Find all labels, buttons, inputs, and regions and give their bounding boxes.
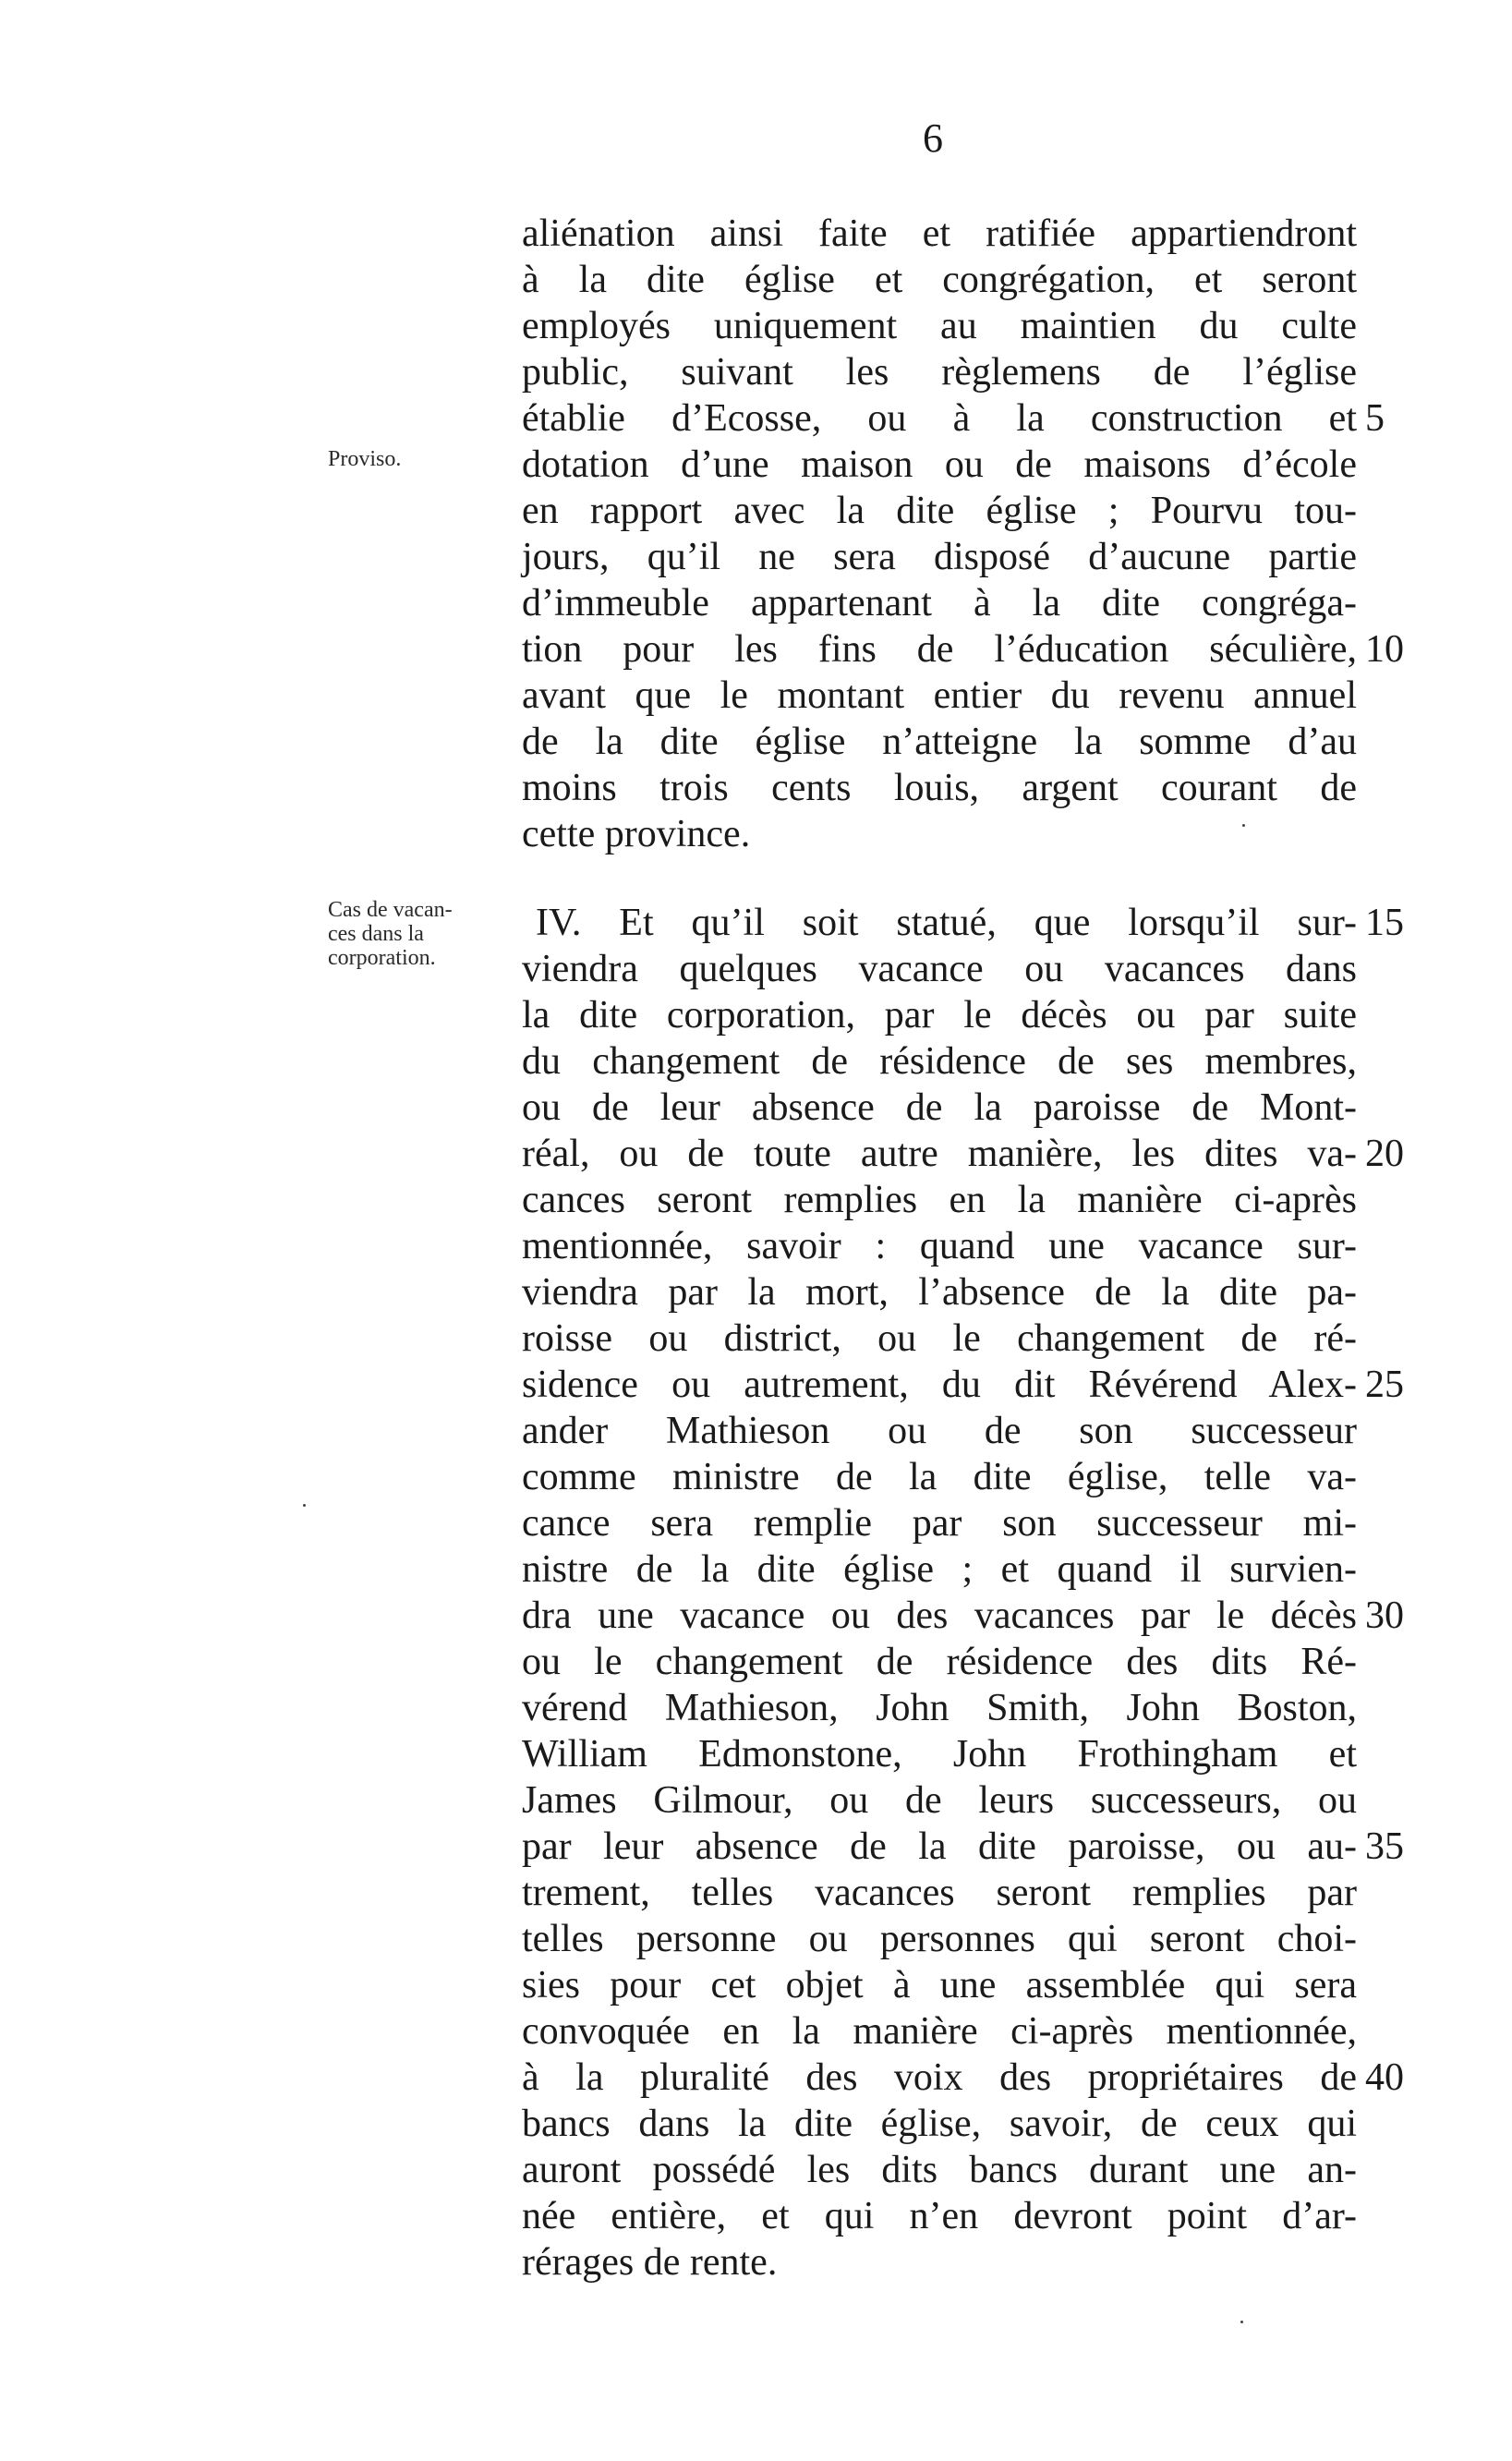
ink-speck <box>1242 824 1245 827</box>
text-line: par leur absence de la dite paroisse, ou au- <box>522 1825 1357 1868</box>
text-line: aliénation ainsi faite et ratifiée appartiendront <box>522 212 1357 255</box>
text-line: établie d’Ecosse, ou à la construction et <box>522 397 1357 440</box>
text-line: jours, qu’il ne sera disposé d’aucune partie <box>522 536 1357 578</box>
ink-speck <box>1240 2321 1243 2323</box>
line-number: 25 <box>1365 1364 1404 1406</box>
text-line: à la pluralité des voix des propriétaires de <box>522 2056 1357 2099</box>
line-number: 5 <box>1365 397 1385 440</box>
text-line: public, suivant les règlemens de l’église <box>522 351 1357 394</box>
text-line: dra une vacance ou des vacances par le décès <box>522 1594 1357 1637</box>
margin-note-proviso <box>328 447 513 471</box>
text-line: ou de leur absence de la paroisse de Mont- <box>522 1086 1357 1129</box>
text-line: du changement de résidence de ses membres, <box>522 1040 1357 1083</box>
line-number: 15 <box>1365 902 1404 944</box>
text-line: avant que le montant entier du revenu annuel <box>522 674 1357 717</box>
text-line: réal, ou de toute autre manière, les dites va- <box>522 1133 1357 1175</box>
text-line: bancs dans la dite église, savoir, de ceux qui <box>522 2103 1357 2145</box>
text-line: employés uniquement au maintien du culte <box>522 305 1357 347</box>
line-number: 10 <box>1365 628 1404 671</box>
text-line: sies pour cet objet à une assemblée qui sera <box>522 1964 1357 2006</box>
text-line: telles personne ou personnes qui seront choi- <box>522 1918 1357 1960</box>
line-number: 35 <box>1365 1825 1404 1868</box>
text-line: viendra quelques vacance ou vacances dans <box>522 948 1357 990</box>
text-line: dotation d’une maison ou de maisons d’école <box>522 443 1357 486</box>
text-line: en rapport avec la dite église ; Pourvu tou- <box>522 490 1357 532</box>
text-line: comme ministre de la dite église, telle va- <box>522 1456 1357 1498</box>
margin-note-proviso-text: Proviso. <box>328 447 402 471</box>
text-line: James Gilmour, ou de leurs successeurs, ou <box>522 1779 1357 1822</box>
text-line: nistre de la dite église ; et quand il survien- <box>522 1548 1357 1591</box>
line-number: 30 <box>1365 1594 1404 1637</box>
text-line: viendra par la mort, l’absence de la dite pa- <box>522 1271 1357 1314</box>
text-line: d’immeuble appartenant à la dite congréga- <box>522 582 1357 624</box>
margin-note-line: corporation. <box>328 946 436 970</box>
text-line: née entière, et qui n’en devront point d’ar- <box>522 2195 1357 2237</box>
text-line: vérend Mathieson, John Smith, John Boston, <box>522 1687 1357 1729</box>
text-line: mentionnée, savoir : quand une vacance sur- <box>522 1225 1357 1267</box>
text-line: roisse ou district, ou le changement de ré- <box>522 1317 1357 1360</box>
text-line: cance sera remplie par son successeur mi- <box>522 1502 1357 1545</box>
text-line: rérages de rente. <box>522 2241 778 2284</box>
text-line: moins trois cents louis, argent courant de <box>522 767 1357 809</box>
text-line: cette province. <box>522 813 751 855</box>
text-line: ou le changement de résidence des dits Ré- <box>522 1641 1357 1683</box>
margin-note-line: Cas de vacan- <box>328 898 453 922</box>
line-number: 40 <box>1365 2056 1404 2099</box>
text-line: auront possédé les dits bancs durant une an- <box>522 2149 1357 2191</box>
text-line: William Edmonstone, John Frothingham et <box>522 1733 1357 1776</box>
margin-note-vacancies <box>328 898 513 970</box>
page-number: 6 <box>923 115 943 161</box>
margin-note-line: ces dans la <box>328 922 424 946</box>
text-line: cances seront remplies en la manière ci-après <box>522 1179 1357 1221</box>
text-line: convoquée en la manière ci-après mentionnée, <box>522 2010 1357 2053</box>
line-number: 20 <box>1365 1133 1404 1175</box>
text-line: sidence ou autrement, du dit Révérend Alex- <box>522 1364 1357 1406</box>
text-line: de la dite église n’atteigne la somme d’au <box>522 721 1357 763</box>
text-line: la dite corporation, par le décès ou par suite <box>522 994 1357 1037</box>
text-line: trement, telles vacances seront remplies par <box>522 1872 1357 1914</box>
text-line: tion pour les fins de l’éducation séculière, <box>522 628 1357 671</box>
ink-speck <box>303 1504 306 1507</box>
text-line: ander Mathieson ou de son successeur <box>522 1410 1357 1452</box>
text-line: IV. Et qu’il soit statué, que lorsqu’il sur- <box>536 902 1357 944</box>
text-line: à la dite église et congrégation, et seront <box>522 259 1357 301</box>
